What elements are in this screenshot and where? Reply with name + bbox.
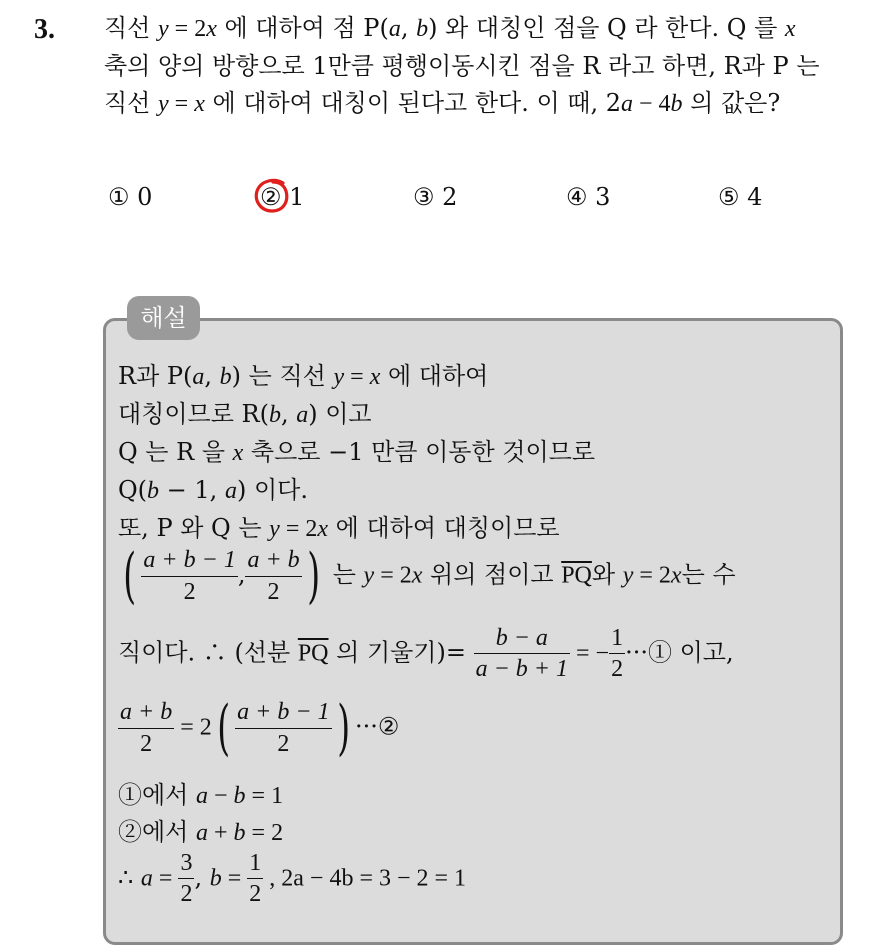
fraction: $\frac{1}{2}$ — [249, 850, 262, 908]
fraction: $\frac{b - a}{a - b + 1}$ — [475, 625, 568, 683]
question-line-1: 직선 y = 2x 에 대하여 점 P(a, b) 와 대칭인 점을 Q 라 한다. Q 를 x — [104, 14, 796, 42]
solution-line-4: Q(b − 1, a) 이다. — [118, 476, 308, 504]
fraction: $\frac{a + b}{2}$ — [120, 699, 173, 757]
fraction: $\frac{a + b - 1}{2}$ — [237, 699, 330, 757]
fraction: $\frac{a + b}{2}$ — [247, 547, 300, 605]
solution-line-7: 직이다. ∴ (선분 $\overline{PQ}$ 의 기울기)= $\frac{b - a}{a - b + 1}$ = − $\frac{1}{2}$ ···① 이고, — [118, 625, 734, 683]
left-paren: ( — [123, 541, 137, 611]
answer-circle-mark — [253, 177, 291, 215]
solution-line-6: ( $\frac{a + b - 1}{2}$ , $\frac{a + b}{2}$ ) 는 y = 2x 위의 점이고 $\overline{PQ}$와 y = 2x는 수 — [123, 541, 736, 611]
question-line-2: 축의 양의 방향으로 1만큼 평행이동시킨 점을 R 라고 하면, R과 P 는 — [104, 52, 820, 80]
right-paren: ) — [306, 541, 320, 611]
segment-pq: $\overline{PQ}$ — [561, 562, 592, 589]
left-paren: ( — [217, 693, 230, 763]
solution-tab-label: 해설 — [127, 296, 200, 340]
fraction: $\frac{3}{2}$ — [180, 850, 193, 908]
fraction: $\frac{1}{2}$ — [611, 625, 624, 683]
solution-line-10: ②에서 a + b = 2 — [118, 818, 284, 846]
solution-line-8: $\frac{a + b}{2}$ = 2( $\frac{a + b - 1}{2}$ ) ···② — [120, 693, 400, 763]
solution-line-11: ∴ a = $\frac{3}{2}$ , b = $\frac{1}{2}$ , 2a − 4b = 3 − 2 = 1 — [118, 850, 467, 908]
solution-line-1: R과 P(a, b) 는 직선 y = x 에 대하여 — [118, 362, 489, 390]
question-text — [104, 10, 874, 123]
choice-2[interactable]: ② 1 — [260, 183, 305, 211]
choice-5[interactable]: ⑤ 4 — [718, 183, 763, 211]
choice-1[interactable]: ① 0 — [108, 183, 153, 211]
solution-line-5: 또, P 와 Q 는 y = 2x 에 대하여 대칭이므로 — [118, 514, 560, 542]
solution-line-9: ①에서 a − b = 1 — [118, 781, 284, 809]
right-paren: ) — [336, 693, 350, 763]
fraction: $\frac{a + b - 1}{2}$ — [143, 547, 236, 605]
solution-line-3: Q 는 R 을 x 축으로 −1 만큼 이동한 것이므로 — [118, 438, 596, 466]
choice-3[interactable]: ③ 2 — [413, 183, 458, 211]
segment-pq: $\overline{PQ}$ — [297, 640, 329, 667]
choice-4[interactable]: ④ 3 — [566, 183, 611, 211]
solution-line-2: 대칭이므로 R(b, a) 이고 — [118, 400, 372, 428]
question-line-3: 직선 y = x 에 대하여 대칭이 된다고 한다. 이 때, 2a − 4b 의 값은? — [104, 89, 781, 117]
question-number: 3. — [34, 14, 55, 45]
